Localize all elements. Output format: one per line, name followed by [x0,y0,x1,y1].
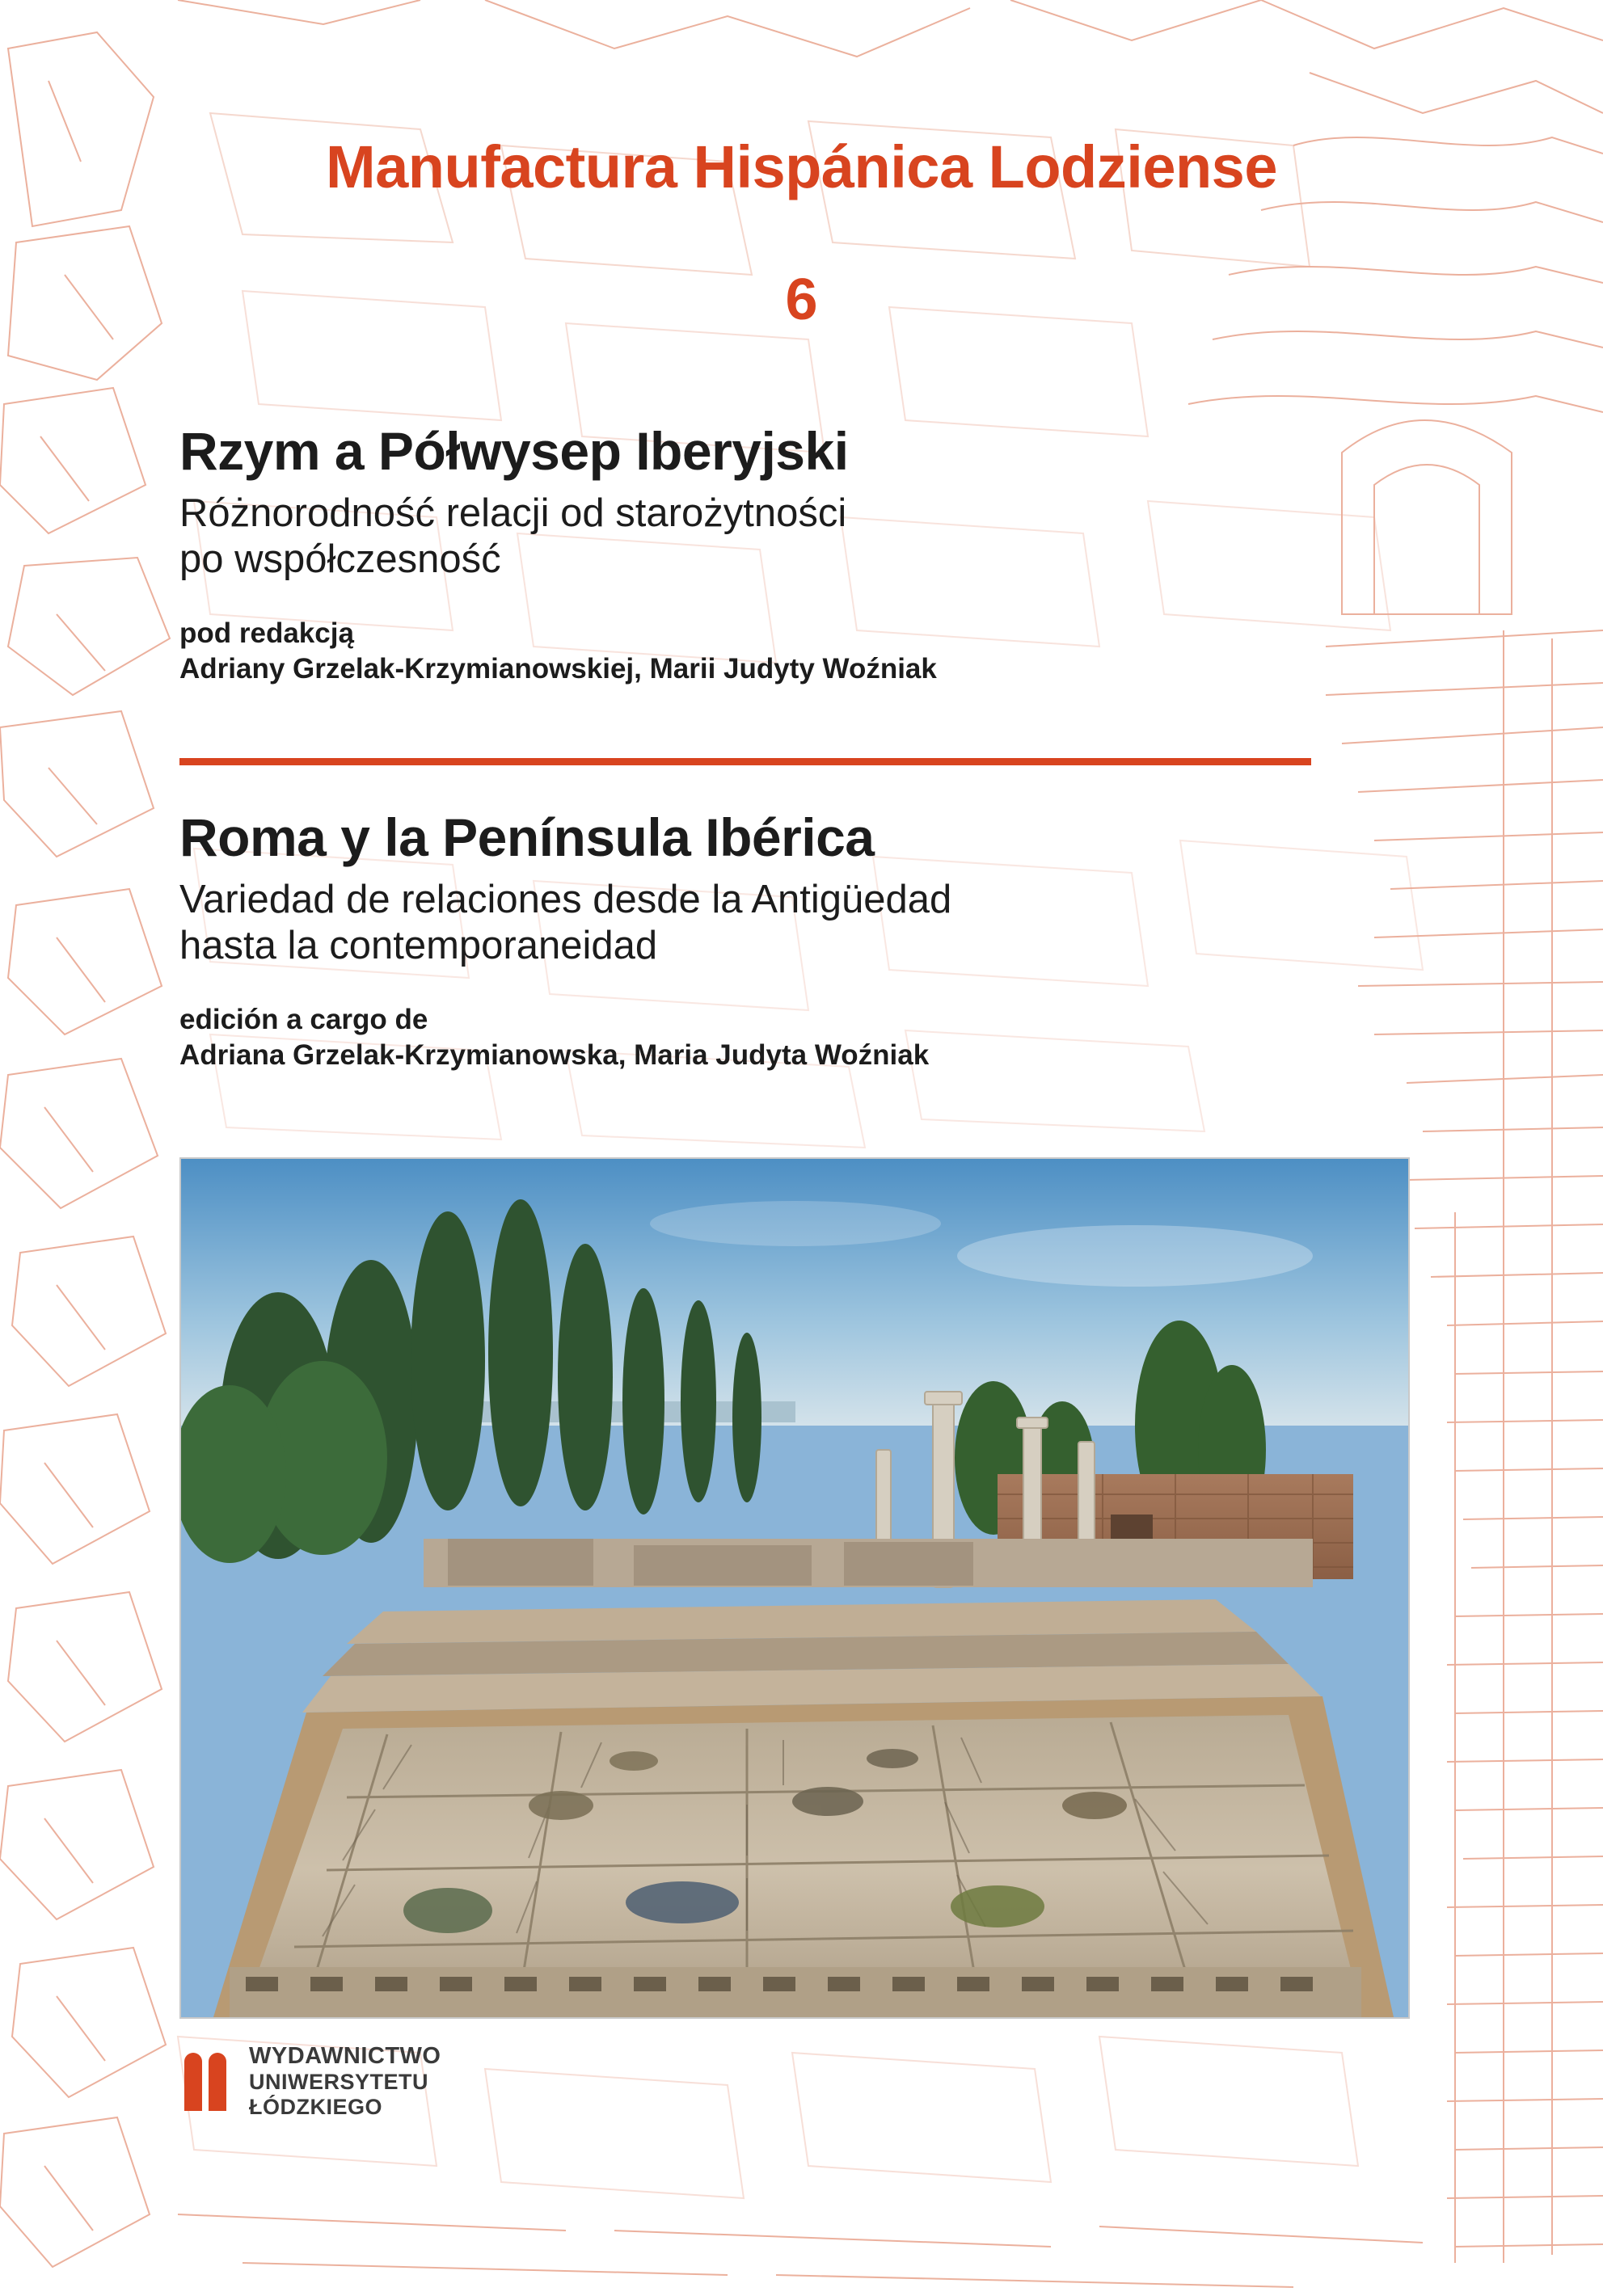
publisher-logo [184,2043,441,2120]
publisher-mark-icon [184,2053,231,2111]
series-title: Manufactura Hispánica Lodziense [326,133,1277,200]
spanish-subtitle-line-1: Variedad de relaciones desde la Antigüedad [179,877,952,921]
publisher-line-3: ŁÓDZKIEGO [249,2095,382,2120]
polish-main-title: Rzym a Półwysep Iberyjski [179,421,849,481]
polish-title-block [179,422,1311,687]
spanish-editors-names: Adriana Grzelak-Krzymianowska, Maria Judyta Woźniak [179,1038,930,1071]
series-number: 6 [785,268,818,332]
publisher-line-1: WYDAWNICTWO [249,2043,441,2069]
spanish-subtitle-line-2: hasta la contemporaneidad [179,924,658,968]
polish-subtitle-line-2: po współczesność [179,537,501,582]
spanish-editors-label: edición a cargo de [179,1004,428,1036]
cover-photograph [179,1157,1410,2019]
publisher-name [249,2043,441,2120]
polish-editors-label: pod redakcją [179,617,354,650]
spanish-main-title: Roma y la Península Ibérica [179,807,875,867]
spanish-title-block [179,808,1311,1073]
polish-subtitle-line-1: Różnorodność relacji od starożytności [179,491,847,535]
section-divider-rule [179,758,1311,765]
publisher-line-2: UNIWERSYTETU [249,2070,428,2095]
polish-editors-names: Adriany Grzelak-Krzymianowskiej, Marii Judyty Woźniak [179,652,937,685]
